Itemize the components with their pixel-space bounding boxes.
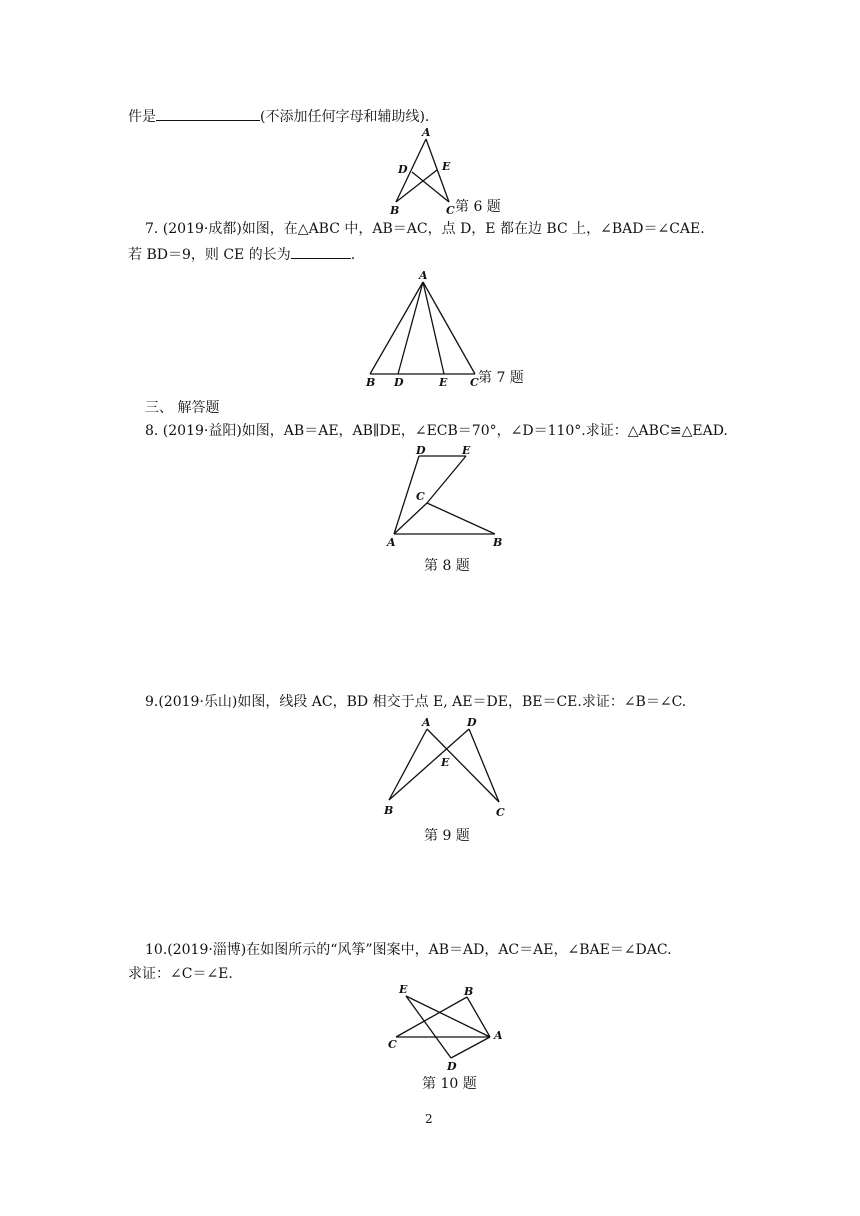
q7-text-line-2 bbox=[128, 244, 355, 265]
q7-text-line-1: 7. (2019·成都)如图，在△ABC 中，AB＝AC，点 D，E 都在边 BC 上，∠BAD＝∠CAE. bbox=[145, 221, 705, 237]
q9-point-B: B bbox=[384, 804, 394, 817]
q9-point-C: C bbox=[496, 806, 505, 819]
q6-line-prefix: 件是 bbox=[128, 109, 156, 125]
q7-answer-blank[interactable] bbox=[291, 244, 351, 259]
q7-segment-AE bbox=[423, 282, 444, 374]
q10-text-line-1: 10.(2019·淄博)在如图所示的“风筝”图案中，AB＝AD，AC＝AE，∠BAE＝∠DAC. bbox=[145, 942, 672, 958]
q9-point-D: D bbox=[467, 716, 477, 729]
q6-figure bbox=[385, 124, 465, 216]
q7-caption: 第 7 题 bbox=[478, 370, 524, 386]
q9-point-A: A bbox=[422, 716, 431, 729]
q8-caption: 第 8 题 bbox=[424, 558, 470, 574]
q9-segment-AB bbox=[389, 729, 427, 800]
q9-caption: 第 9 题 bbox=[424, 828, 470, 844]
q10-text-line-2: 求证：∠C＝∠E. bbox=[128, 966, 233, 982]
page-number: 2 bbox=[425, 1112, 433, 1126]
q10-point-E: E bbox=[399, 983, 408, 996]
q10-point-A: A bbox=[494, 1029, 503, 1042]
q6-point-C: C bbox=[446, 204, 455, 217]
q7-point-B: B bbox=[366, 376, 376, 389]
q9-text-line-1: 9.(2019·乐山)如图，线段 AC，BD 相交于点 E, AE＝DE，BE＝CE.求证：∠B＝∠C. bbox=[145, 694, 687, 710]
q7-point-D: D bbox=[394, 376, 404, 389]
q6-point-B: B bbox=[390, 204, 400, 217]
q9-point-E: E bbox=[441, 756, 450, 769]
q8-figure bbox=[380, 443, 510, 549]
q9-figure bbox=[378, 714, 513, 822]
q10-point-C: C bbox=[388, 1038, 397, 1051]
q8-point-C: C bbox=[416, 490, 425, 503]
q7-segment-AD bbox=[398, 282, 423, 374]
section-heading: 三、 解答题 bbox=[145, 400, 220, 416]
q8-text-line-1: 8. (2019·益阳)如图，AB＝AE，AB∥DE，∠ECB＝70°，∠D＝110°.求证：△ABC≌△EAD. bbox=[145, 423, 728, 439]
q10-point-D: D bbox=[447, 1060, 457, 1073]
q10-figure bbox=[382, 982, 512, 1074]
q8-point-E: E bbox=[462, 444, 471, 457]
q6-caption: 第 6 题 bbox=[455, 199, 501, 215]
q10-caption: 第 10 题 bbox=[422, 1076, 477, 1092]
q9-segment-DB bbox=[389, 729, 469, 800]
q7-point-C: C bbox=[470, 376, 479, 389]
q8-segment-CB bbox=[427, 503, 495, 534]
q6-point-D: D bbox=[398, 163, 408, 176]
q7-segment-AC bbox=[423, 282, 475, 374]
q7-segment-AB bbox=[370, 282, 423, 374]
q7-point-A: A bbox=[419, 269, 428, 282]
q8-segment-EC bbox=[427, 456, 466, 503]
q8-point-D: D bbox=[416, 444, 426, 457]
q10-segment-EA bbox=[406, 996, 490, 1037]
q10-point-B: B bbox=[464, 985, 474, 998]
q9-segment-AC bbox=[427, 729, 499, 802]
q9-segment-DC bbox=[469, 729, 499, 802]
q7-point-E: E bbox=[439, 376, 448, 389]
q6-point-A: A bbox=[422, 126, 431, 139]
q8-point-B: B bbox=[493, 536, 503, 549]
q7-line2-suffix: . bbox=[350, 247, 356, 263]
q6-line-suffix: (不添加任何字母和辅助线). bbox=[260, 109, 430, 125]
q8-point-A: A bbox=[387, 536, 396, 549]
q7-figure bbox=[360, 266, 490, 390]
q10-segment-DA bbox=[451, 1037, 490, 1058]
q6-answer-blank[interactable] bbox=[156, 106, 260, 121]
q6-point-E: E bbox=[442, 160, 451, 173]
q7-line2-prefix: 若 BD＝9，则 CE 的长为 bbox=[128, 247, 291, 263]
